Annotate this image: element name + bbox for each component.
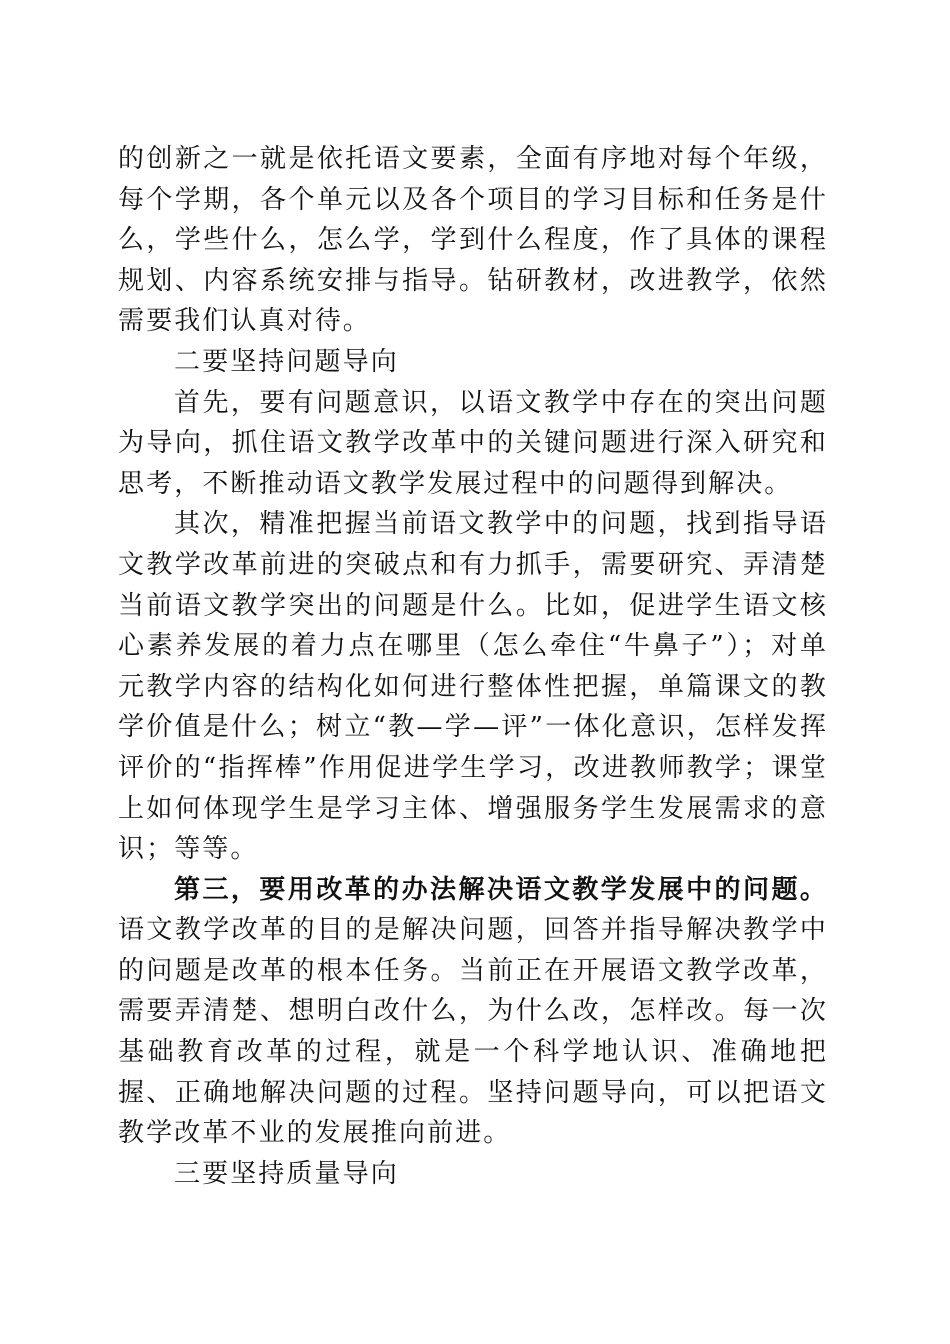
paragraph-third-lead: 第三，要用改革的办法解决语文教学发展中的问题。: [174, 874, 828, 905]
paragraph-third-body: 语文教学改革的目的是解决问题，回答并指导解决教学中的问题是改革的根本任务。当前正在开展语文教学改革，需要弄清楚、想明白改什么，为什么改，怎样改。每一次基础教育改革的过程，就是一个科学地认识、准确地把握、正确地解决问题的过程。坚持问题导向，可以把语文教学改革不业的发展推向前进。: [118, 915, 828, 1149]
section-heading-quality-orientation: 三要坚持质量导向: [174, 1158, 399, 1189]
paragraph-second: 其次，精准把握当前语文教学中的问题，找到指导语文教学改革前进的突破点和有力抓手，需要研究、弄清楚当前语文教学突出的问题是什么。比如，促进学生语文核心素养发展的着力点在哪里（怎么牵住“牛鼻子”）；对单元教学内容的结构化如何进行整体性把握，单篇课文的教学价值是什么；树立“教—学—评”一体化意识，怎样发挥评价的“指挥棒”作用促进学生学习，改进教师教学；课堂上如何体现学生是学习主体、增强服务学生发展需求的意识；等等。: [118, 509, 828, 865]
paragraph-continuation: 的创新之一就是依托语文要素，全面有序地对每个年级，每个学期，各个单元以及各个项目的学习目标和任务是什么，学些什么，怎么学，学到什么程度，作了具体的课程规划、内容系统安排与指导。钻研教材，改进教学，依然需要我们认真对待。: [118, 144, 828, 337]
section-heading-problem-orientation: 二要坚持问题导向: [174, 346, 399, 377]
paragraph-third: [118, 870, 828, 1154]
document-body: [118, 139, 828, 1194]
paragraph-first: 首先，要有问题意识，以语文教学中存在的突出问题为导向，抓住语文教学改革中的关键问题进行深入研究和思考，不断推动语文教学发展过程中的问题得到解决。: [118, 387, 828, 499]
